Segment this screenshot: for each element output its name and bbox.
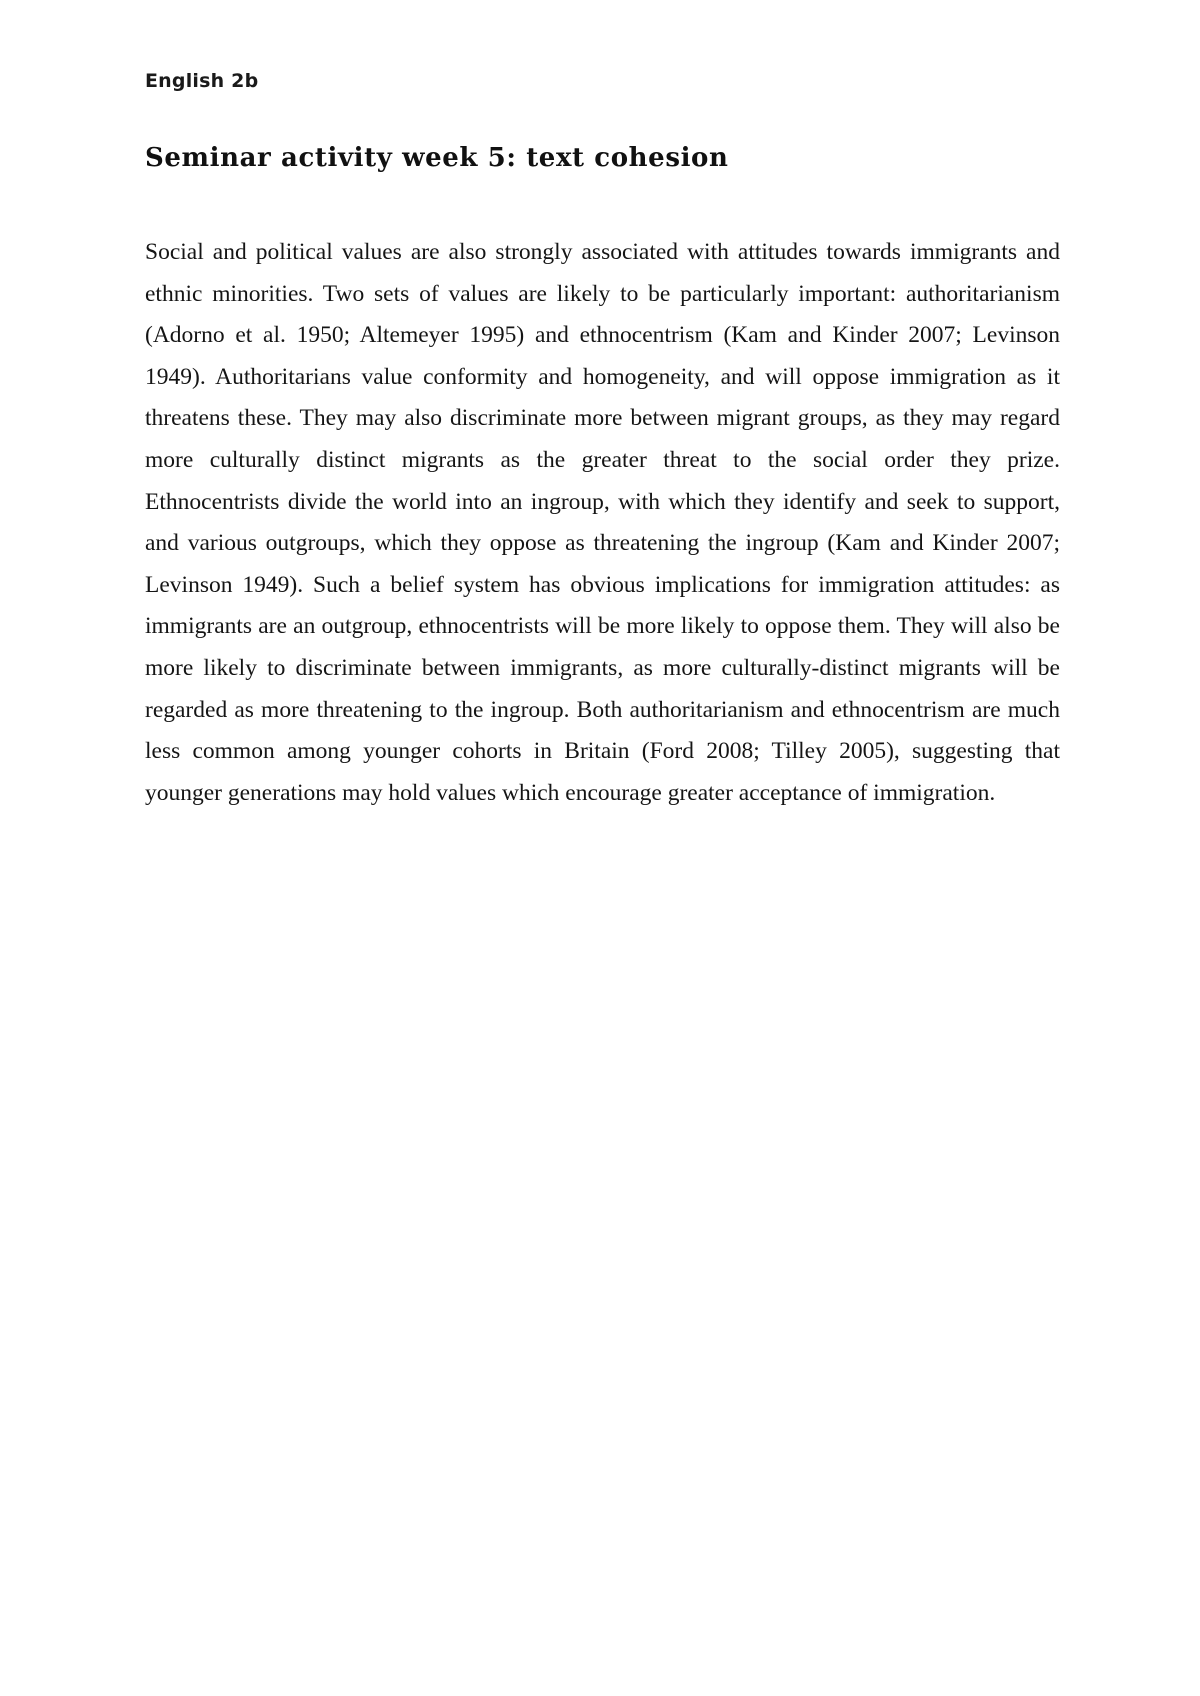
- body-paragraph: Social and political values are also strongly associated with attitudes towards immigrants and ethnic minorities. Two sets of values are likely to be particularly important: authoritarianism (Adorno et al. 1950; Altemeyer 1995) and ethnocentrism (Kam and Kinder 2007; Levinson 1949). Authoritarians value conformity and homogeneity, and will oppose immigration as it threatens these. They may also discriminate more between migrant groups, as they may regard more culturally distinct migrants as the greater threat to the social order they prize. Ethnocentrists divide the world into an ingroup, with which they identify and seek to support, and various outgroups, which they oppose as threatening the ingroup (Kam and Kinder 2007; Levinson 1949). Such a belief system has obvious implications for immigration attitudes: as immigrants are an outgroup, ethnocentrists will be more likely to oppose them. They will also be more likely to discriminate between immigrants, as more culturally-distinct migrants will be regarded as more threatening to the ingroup. Both authoritarianism and ethnocentrism are much less common among younger cohorts in Britain (Ford 2008; Tilley 2005), suggesting that younger generations may hold values which encourage greater acceptance of immigration.: [145, 239, 1060, 806]
- course-label: English 2b: [145, 70, 259, 92]
- page-title: Seminar activity week 5: text cohesion: [145, 143, 729, 173]
